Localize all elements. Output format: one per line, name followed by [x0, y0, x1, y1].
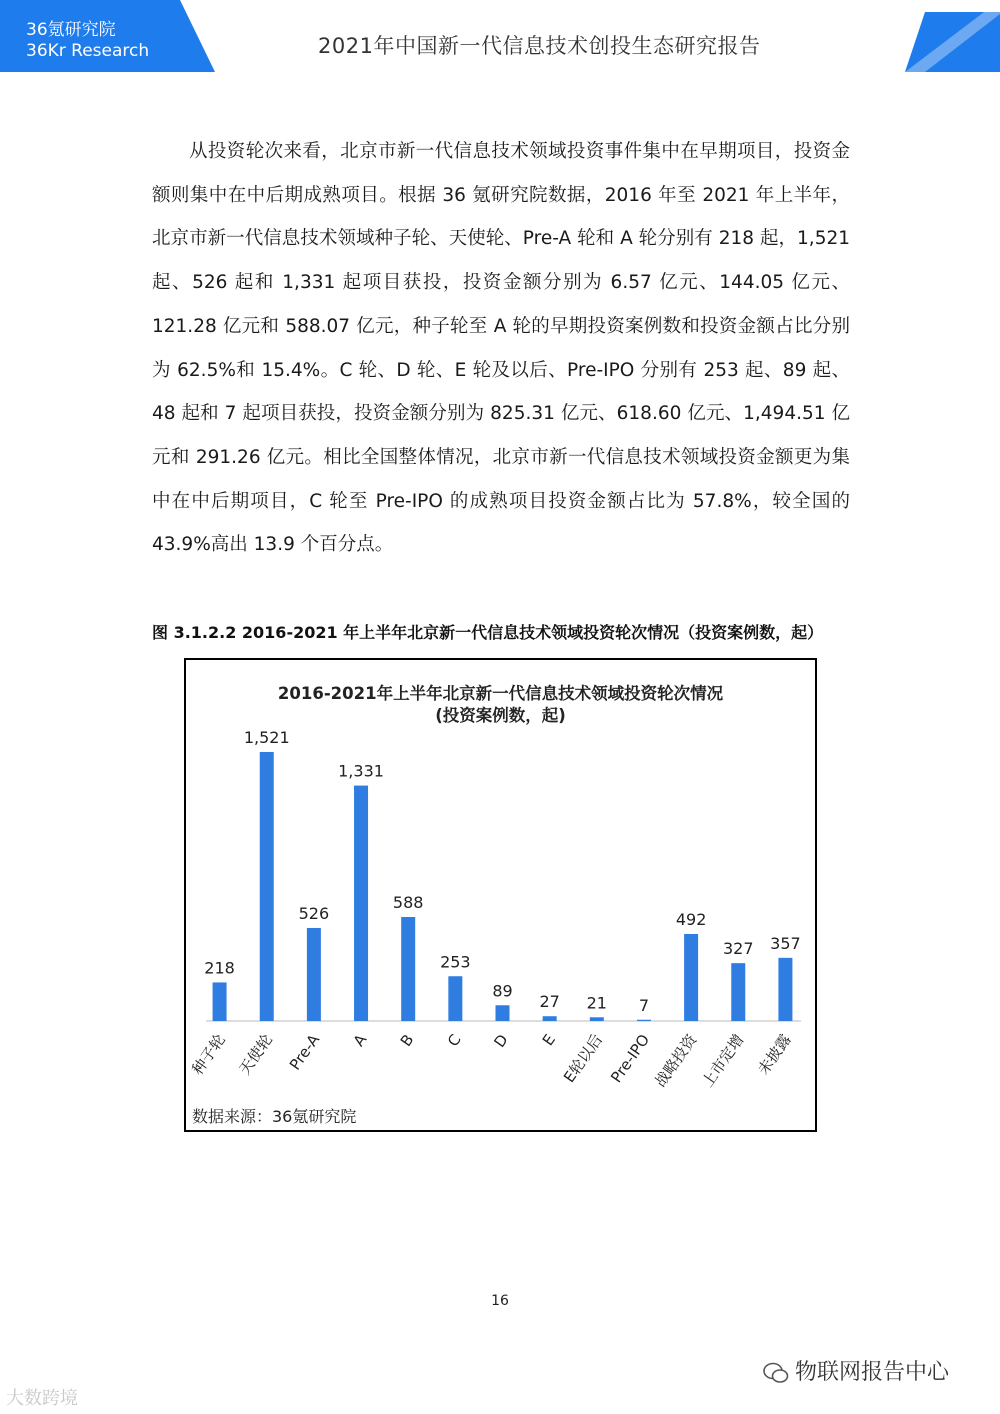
x-tick-label-12: 未披露: [754, 1030, 795, 1079]
watermark-right-text: 物联网报告中心: [795, 1360, 950, 1385]
chart-subtitle: (投资案例数，起): [435, 706, 566, 725]
bar-8: [590, 1017, 604, 1021]
body-paragraph: 从投资轮次来看，北京市新一代信息技术领域投资事件集中在早期项目，投资金额则集中在中后期成熟项目。根据 36 氪研究院数据，2016 年至 2021 年上半年，北京市新一代信息技术领域种子轮、天使轮、Pre-A 轮和 A 轮分别有 218 起，1,521 起、526 起和 1,331 起项目获投，投资金额分别为 6.57 亿元、144.05 亿元、121.28 亿元和 588.07 亿元，种子轮至 A 轮的早期投资案例数和投资金额占比分别为 62.5%和 15.4%。C 轮、D 轮、E 轮及以后、Pre-IPO 分别有 253 起、89 起、48 起和 7 起项目获投，投资金额分别为 825.31 亿元、618.60 亿元、1,494.51 亿元和 291.26 亿元。相比全国整体情况，北京市新一代信息技术领域投资金额更为集中在中后期项目，C 轮至 Pre-IPO 的成熟项目投资金额占比为 57.8%，较全国的 43.9%高出 13.9 个百分点。: [152, 141, 850, 556]
bar-value-label-1: 1,521: [243, 727, 290, 747]
x-tick-label-9: Pre-IPO: [607, 1030, 654, 1086]
bar-5: [448, 976, 462, 1021]
bar-value-label-12: 357: [770, 933, 801, 953]
bar-0: [213, 982, 227, 1021]
wechat-icon: [763, 1362, 789, 1384]
bar-value-label-9: 7: [638, 995, 650, 1015]
x-tick-label-7: E: [538, 1030, 559, 1050]
bar-7: [543, 1016, 557, 1021]
watermark-left: [6, 1384, 78, 1410]
x-tick-label-1: 天使轮: [235, 1030, 277, 1079]
x-tick-label-3: A: [349, 1030, 371, 1050]
bar-10: [684, 934, 698, 1021]
bar-9: [637, 1020, 651, 1021]
bar-value-label-7: 27: [539, 992, 560, 1012]
bar-6: [496, 1005, 510, 1021]
bar-value-label-8: 21: [586, 993, 607, 1013]
x-tick-label-2: Pre-A: [285, 1030, 324, 1074]
x-tick-label-10: 战略投资: [651, 1030, 701, 1091]
bar-value-label-10: 492: [675, 909, 707, 929]
header-right-decoration: [905, 0, 1000, 72]
bar-value-label-5: 253: [440, 952, 471, 972]
header-logo-block: [0, 0, 215, 72]
x-tick-label-0: 种子轮: [188, 1030, 229, 1079]
chart-title: 2016-2021年上半年北京新一代信息技术领域投资轮次情况: [277, 684, 724, 703]
header-logo: [26, 20, 149, 62]
x-tick-label-5: C: [443, 1030, 465, 1050]
x-tick-label-11: 上市定增: [698, 1030, 748, 1091]
chart-source: 数据来源：36氪研究院: [192, 1107, 357, 1126]
bar-value-label-0: 218: [204, 958, 235, 978]
x-tick-label-6: D: [490, 1030, 512, 1051]
bar-2: [307, 928, 321, 1021]
logo-line2: 36Kr Research: [26, 41, 150, 61]
watermark-left-text: 大数跨境: [6, 1388, 78, 1409]
chart-frame: [184, 658, 817, 1132]
bar-11: [731, 963, 745, 1021]
bar-4: [401, 917, 415, 1021]
bar-value-label-3: 1,331: [338, 761, 384, 781]
header-title: 2021年中国新一代信息技术创投生态研究报告: [318, 34, 761, 58]
logo-line1: 36氪研究院: [26, 20, 116, 40]
bar-value-label-11: 327: [722, 939, 754, 959]
bar-12: [778, 958, 792, 1021]
x-tick-label-4: B: [396, 1030, 418, 1050]
bar-value-label-4: 588: [392, 892, 424, 912]
bar-3: [354, 786, 368, 1021]
page-number: 16: [491, 1293, 509, 1309]
figure-caption: 图 3.1.2.2 2016-2021 年上半年北京新一代信息技术领域投资轮次情况（投资案例数，起）: [152, 623, 824, 642]
bar-chart: [186, 660, 815, 1130]
x-tick-label-8: E轮以后: [560, 1030, 607, 1086]
watermark-right: [763, 1355, 949, 1386]
bar-value-label-6: 89: [492, 981, 513, 1001]
bar-value-label-2: 526: [298, 903, 330, 923]
bar-1: [260, 752, 274, 1021]
